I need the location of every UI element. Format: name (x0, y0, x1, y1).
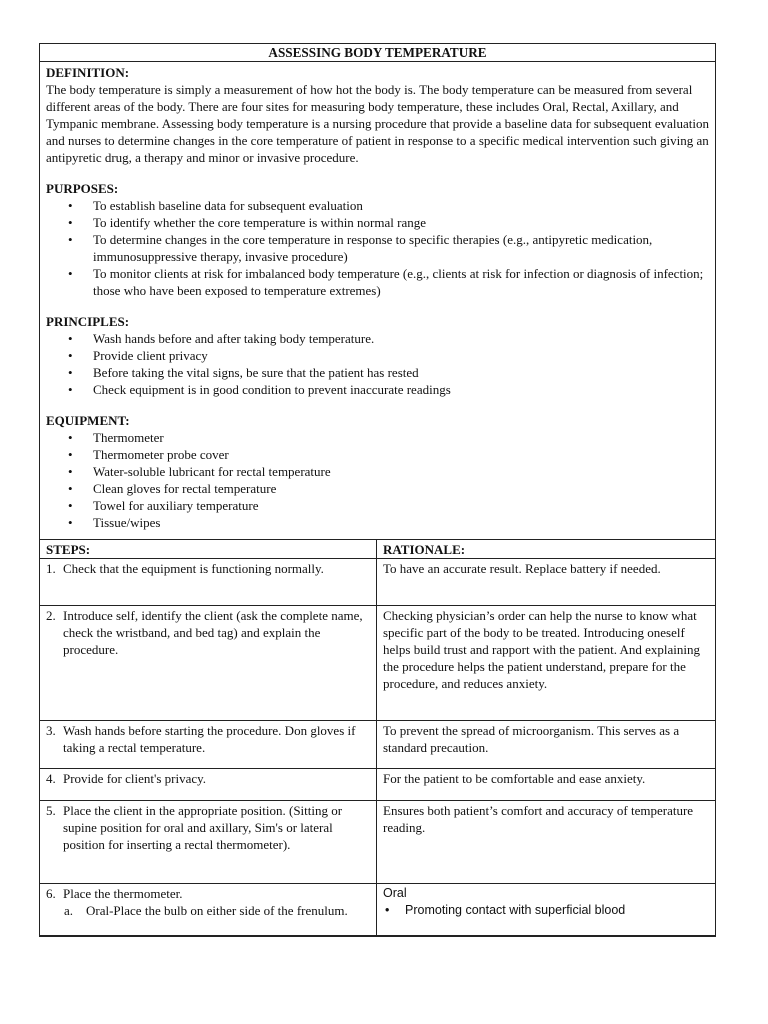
purposes-list (46, 197, 709, 299)
steps-table (40, 540, 715, 936)
list-item: • Thermometer (68, 430, 164, 445)
table-row (40, 769, 715, 801)
step-cell (40, 606, 377, 721)
purposes-heading: PURPOSES: (46, 181, 119, 196)
bullet-icon: • (68, 215, 73, 230)
sub-step-letter: a. (64, 903, 74, 918)
table-header-row (40, 540, 715, 559)
equipment-heading: EQUIPMENT: (46, 413, 130, 428)
rationale-cell: To have an accurate result. Replace battery if needed. (377, 559, 716, 606)
principles-section (46, 313, 709, 398)
document-title: ASSESSING BODY TEMPERATURE (40, 44, 715, 62)
rationale-header: RATIONALE: (377, 540, 716, 559)
rationale-cell: Checking physician’s order can help the nurse to know what specific part of the body to be treated. Introducing oneself helps build trust and rapport with the patient. And explaining the procedure helps the patient understand, prepare for the procedure, and reduces anxiety. (377, 606, 716, 721)
rationale-subheading: Oral (383, 886, 407, 900)
list-item: • Wash hands before and after taking body temperature. (68, 331, 375, 346)
bullet-icon: • (68, 365, 73, 380)
rationale-cell: Ensures both patient’s comfort and accuracy of temperature reading. (377, 801, 716, 884)
table-row (40, 721, 715, 769)
step-cell (40, 801, 377, 884)
bullet-icon: • (68, 266, 73, 281)
list-item: • To monitor clients at risk for imbalanced body temperature (e.g., clients at risk for infection or diagnosis of infection; those who have been exposed to temperature extremes) (68, 266, 704, 298)
list-item: • Towel for auxiliary temperature (68, 498, 259, 513)
step-text: Place the client in the appropriate position. (Sitting or supine position for oral and axillary, Sim's or lateral position for inserting a rectal thermometer). (63, 803, 343, 852)
equipment-list (46, 429, 709, 531)
list-item: • Tissue/wipes (68, 515, 161, 530)
step-text: Provide for client's privacy. (63, 771, 207, 786)
table-row (40, 801, 715, 884)
steps-header: STEPS: (40, 540, 377, 559)
sub-step-text: Oral-Place the bulb on either side of the frenulum. (86, 903, 348, 918)
bullet-icon: • (68, 331, 73, 346)
bullet-icon: • (385, 903, 390, 917)
list-item: • To determine changes in the core temperature in response to specific therapies (e.g., antipyretic medication, immunosuppressive therapy, invasive procedure) (68, 232, 653, 264)
table-row (40, 606, 715, 721)
step-number: 5. (46, 803, 56, 818)
step-number: 2. (46, 608, 56, 623)
principles-list (46, 330, 709, 398)
list-item: • Provide client privacy (68, 348, 208, 363)
list-item: • To establish baseline data for subsequent evaluation (68, 198, 363, 213)
step-text: Check that the equipment is functioning normally. (63, 561, 324, 576)
definition-section (46, 64, 709, 166)
bullet-icon: • (68, 232, 73, 247)
step-number: 6. (46, 886, 56, 901)
list-item: • Water-soluble lubricant for rectal temperature (68, 464, 331, 479)
bullet-icon: • (68, 198, 73, 213)
equipment-section (46, 412, 709, 531)
bullet-icon: • (68, 515, 73, 530)
list-item: • To identify whether the core temperature is within normal range (68, 215, 426, 230)
bullet-icon: • (68, 430, 73, 445)
bullet-icon: • (68, 348, 73, 363)
step-number: 4. (46, 771, 56, 786)
bullet-icon: • (68, 481, 73, 496)
step-text: Wash hands before starting the procedure. Don gloves if taking a rectal temperature. (63, 723, 356, 755)
rationale-cell: To prevent the spread of microorganism. This serves as a standard precaution. (377, 721, 716, 769)
purposes-section (46, 180, 709, 299)
list-item: • Check equipment is in good condition to prevent inaccurate readings (68, 382, 451, 397)
step-text: Place the thermometer. (63, 886, 183, 901)
document-frame (39, 43, 716, 937)
bullet-icon: • (68, 498, 73, 513)
step-text: Introduce self, identify the client (ask the complete name, check the wristband, and bed tag) and explain the procedure. (63, 608, 363, 657)
list-item: • Clean gloves for rectal temperature (68, 481, 277, 496)
principles-heading: PRINCIPLES: (46, 314, 130, 329)
rationale-bullet-text: Promoting contact with superficial blood (405, 903, 626, 917)
bullet-icon: • (68, 382, 73, 397)
table-row (40, 559, 715, 606)
intro-block (40, 62, 715, 540)
definition-heading: DEFINITION: (46, 65, 130, 80)
step-number: 3. (46, 723, 56, 738)
bullet-icon: • (68, 464, 73, 479)
bullet-icon: • (68, 447, 73, 462)
list-item: • Before taking the vital signs, be sure that the patient has rested (68, 365, 419, 380)
rationale-cell (377, 884, 716, 936)
definition-text: The body temperature is simply a measurement of how hot the body is. The body temperature can be measured from several different areas of the body. There are four sites for measuring body temperature, these includes Oral, Rectal, Axillary, and Tympanic membrane. Assessing body temperature is a nursing procedure that provide a baseline data for subsequent evaluation and nurses to determine changes in the core temperature of patient in response to a specific medical intervention such giving an antipyretic drug, a therapy and minor or invasive procedure. (46, 82, 709, 165)
step-number: 1. (46, 561, 56, 576)
step-cell (40, 884, 377, 936)
table-row (40, 884, 715, 936)
step-cell (40, 769, 377, 801)
step-cell (40, 559, 377, 606)
rationale-cell: For the patient to be comfortable and ease anxiety. (377, 769, 716, 801)
step-cell (40, 721, 377, 769)
list-item: • Thermometer probe cover (68, 447, 229, 462)
